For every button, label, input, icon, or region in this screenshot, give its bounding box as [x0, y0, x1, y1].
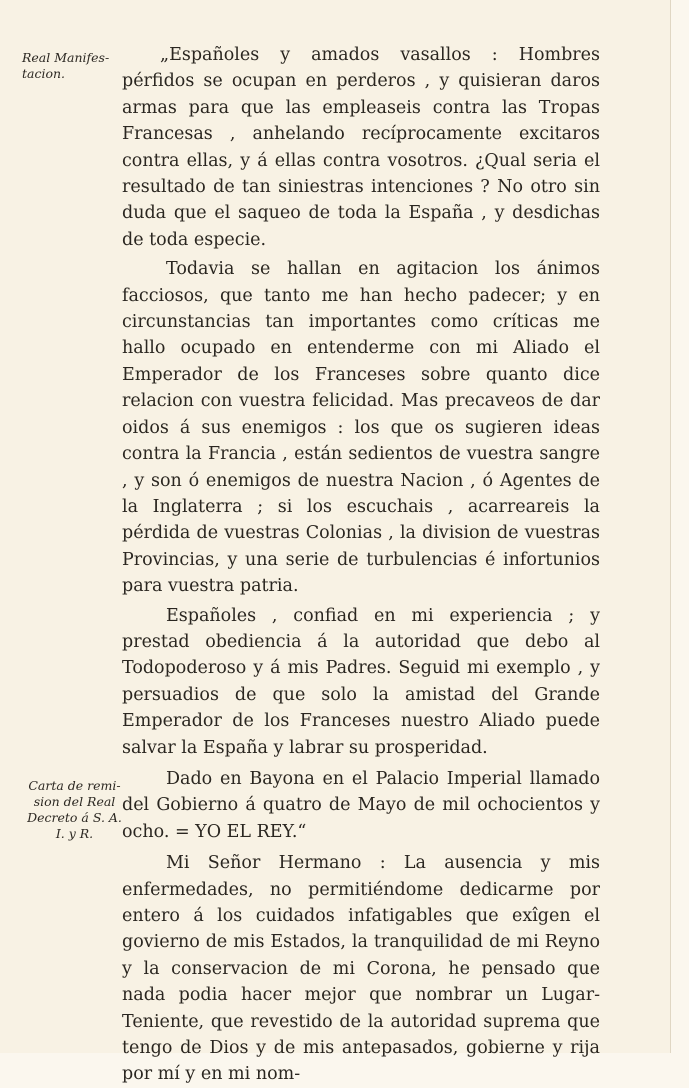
main-text: [122, 42, 600, 1088]
paragraph-espanoles: Españoles , confiad en mi experiencia ; y prestad obediencia á la autoridad que debo al Todopoderoso y á mis Padres. Seguid mi exemplo , y persuadios de que solo la amistad del Grande Emperador de los Franceses nuestro Aliado puede salvar la España y labrar su prosperidad.: [122, 605, 600, 758]
margin-note-manifesto: Real Manifes- tacion.: [22, 50, 110, 81]
paragraph-proclamation: „Españoles y amados vasallos : Hombres pérfidos se ocupan en perderos , y quisieran daros armas para que las empleaseis contra las Tropas Francesas , anhelando recíprocamente excitaros contra ellas, y á ellas contra vosotros. ¿Qual seria el resultado de tan siniestras intenciones ? No otro sin duda que el saqueo de toda la España , y desdichas de toda especie.: [122, 45, 600, 250]
paragraph-signature: Dado en Bayona en el Palacio Imperial llamado del Gobierno á quatro de Mayo de mil ochocientos y ocho. = YO EL REY.“: [122, 768, 600, 842]
paragraph-agitation: Todavia se hallan en agitacion los ánimos facciosos, que tanto me han hecho padecer; y en circunstancias tan importantes como críticas me hallo ocupado en entenderme con mi Aliado el Emperador de los Franceses sobre quanto dice relacion con vuestra felicidad. Mas precaveos de dar oidos á sus enemigos : los que os sugieren ideas contra la Francia , están sedientos de vuestra sangre , y son ó enemigos de nuestra Nacion , ó Agentes de la Inglaterra ; si los escuchais , acarreareis la pérdida de vuestras Colonias , la division de vuestras Provincias, y una serie de turbulencias é infortunios para vuestra patria.: [122, 259, 600, 597]
margin-note-letter: Carta de remi- sion del Real Decreto á S. A. I. y R.: [27, 778, 122, 841]
paragraph-letter: Mi Señor Hermano : La ausencia y mis enfermedades, no permitiéndome dedicarme por entero á los cuidados infatigables que exîgen el govierno de mis Estados, la tranquilidad de mi Reyno y la conservacion de mi Corona, he pensado que nada podia hacer mejor que nombrar un Lugar-Teniente, que revestido de la autoridad suprema que tengo de Dios y de mis antepasados, gobierne y rija por mí y en mi nom-: [122, 853, 600, 1085]
